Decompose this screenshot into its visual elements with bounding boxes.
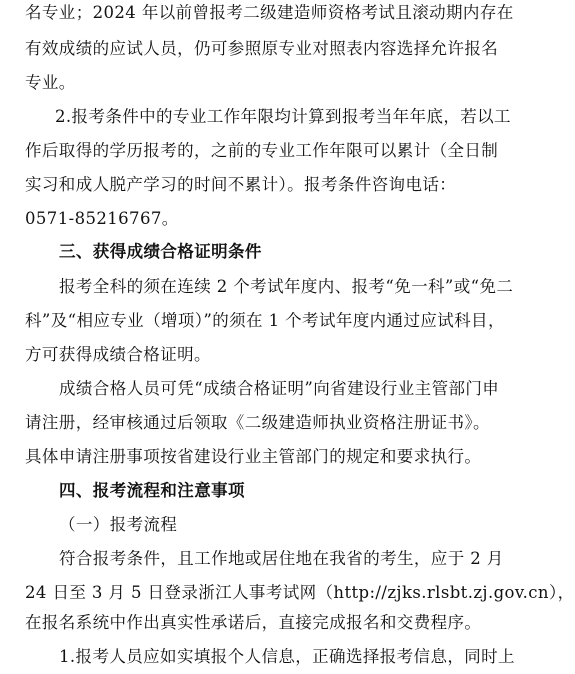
paragraph-line: 请注册，经审核通过后领取《二级建造师执业资格注册证书》。	[25, 413, 490, 432]
paragraph-line: 科”及“相应专业（增项）”的须在 1 个考试年度内通过应试科目，	[25, 311, 505, 330]
paragraph-line: 名专业；2024 年以前曾报考二级建造师资格考试且滚动期内存在	[25, 3, 514, 22]
section-heading: 四、报考流程和注意事项	[59, 481, 245, 500]
paragraph-line: 专业。	[25, 73, 76, 92]
paragraph-line: 1.报考人员应如实填报个人信息，正确选择报考信息，同时上	[59, 647, 515, 666]
paragraph-line: 0571-85216767。	[25, 209, 179, 228]
paragraph-line: 具体申请注册事项按省建设行业主管部门的规定和要求执行。	[25, 447, 482, 466]
paragraph-line: 符合报考条件，且工作地或居住地在我省的考生，应于 2 月	[59, 549, 504, 568]
paragraph-line: 作后取得的学历报考的，之前的专业工作年限可以累计（全日制	[25, 141, 499, 160]
paragraph-line: 方可获得成绩合格证明。	[25, 345, 211, 364]
subsection-heading: （一）报考流程	[59, 515, 178, 534]
paragraph-line: 2.报考条件中的专业工作年限均计算到报考当年年底，若以工	[55, 107, 511, 126]
section-heading: 三、获得成绩合格证明条件	[59, 242, 262, 261]
paragraph-line: 有效成绩的应试人员，仍可参照原专业对照表内容选择允许报名	[25, 39, 499, 58]
paragraph-line: 24 日至 3 月 5 日登录浙江人事考试网（http://zjks.rlsbt.zj.gov.cn），	[25, 583, 575, 602]
paragraph-line: 实习和成人脱产学习的时间不累计）。报考条件咨询电话：	[25, 175, 457, 194]
paragraph-line: 成绩合格人员可凭“成绩合格证明”向省建设行业主管部门申	[59, 379, 500, 398]
paragraph-line: 报考全科的须在连续 2 个考试年度内、报考“免一科”或“免二	[59, 277, 514, 296]
paragraph-line: 在报名系统中作出真实性承诺后，直接完成报名和交费程序。	[25, 613, 482, 632]
